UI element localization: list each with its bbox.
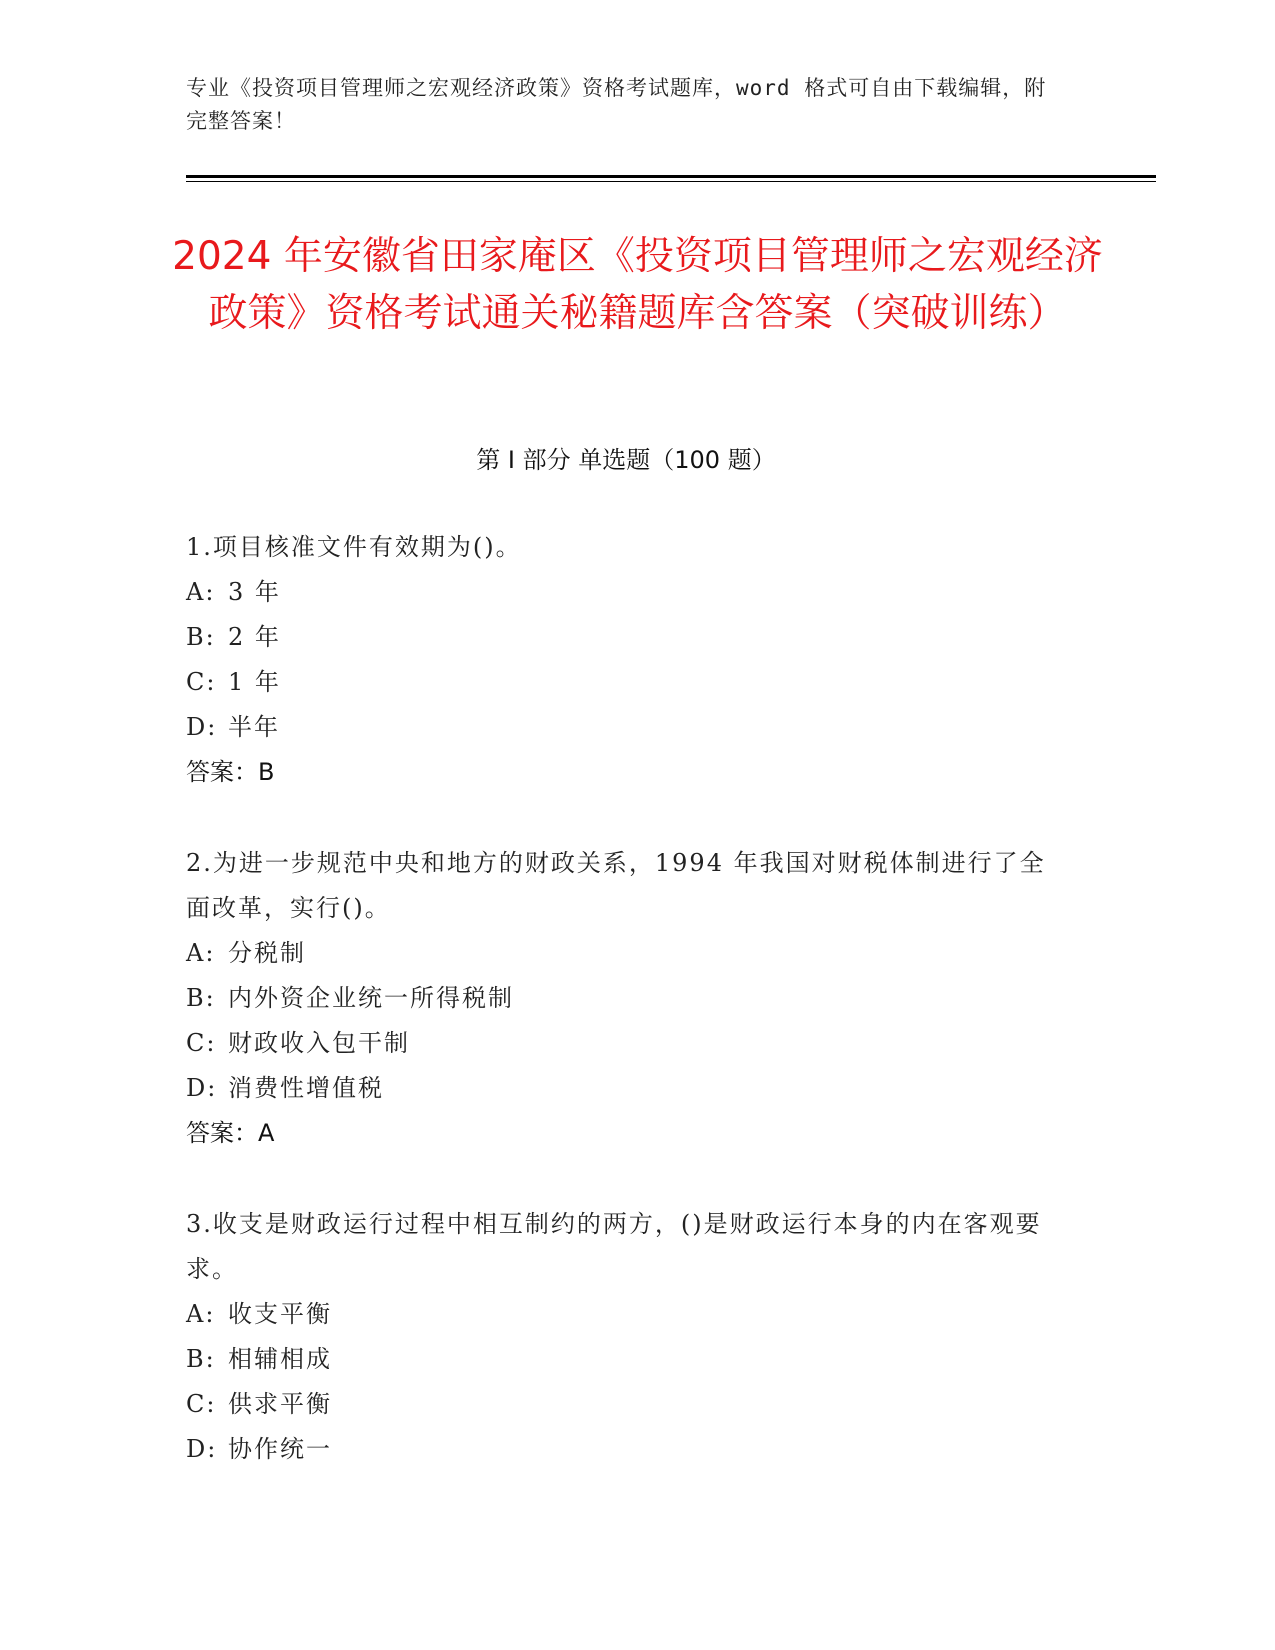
option-b — [186, 976, 1066, 1021]
document-title: 2024 年安徽省田家庵区《投资项目管理师之宏观经济政策》资格考试通关秘籍题库含答案（突破训练） — [172, 234, 1103, 336]
option-c — [186, 1021, 1066, 1066]
option-text: 财政收入包干制 — [228, 1029, 410, 1057]
option-text: 消费性增值税 — [228, 1074, 384, 1102]
option-text: 3 年 — [228, 578, 281, 606]
header-divider-thick — [186, 175, 1156, 178]
option-a — [186, 931, 1066, 976]
question-stem: 1.项目核准文件有效期为()。 — [186, 533, 522, 561]
option-text: 分税制 — [228, 939, 306, 967]
question-2 — [186, 841, 1066, 1156]
option-key: C: — [186, 1390, 217, 1418]
option-key: C: — [186, 1029, 217, 1057]
option-c — [186, 1382, 1066, 1427]
header-divider-thin — [186, 181, 1156, 182]
header-note: 专业《投资项目管理师之宏观经济政策》资格考试题库，word 格式可自由下载编辑，附完整答案！ — [186, 76, 1047, 133]
option-b — [186, 615, 1066, 660]
option-text: 供求平衡 — [228, 1390, 332, 1418]
option-a — [186, 570, 1066, 615]
option-text: 1 年 — [228, 668, 281, 696]
option-key: B: — [186, 984, 216, 1012]
option-d — [186, 1066, 1066, 1111]
option-d — [186, 705, 1066, 750]
section-title: 第 I 部分 单选题（100 题） — [476, 446, 776, 474]
option-key: D: — [186, 1435, 218, 1463]
option-key: A: — [186, 578, 216, 606]
question-3 — [186, 1202, 1066, 1472]
option-key: B: — [186, 1345, 216, 1373]
question-stem: 3.收支是财政运行过程中相互制约的两方，()是财政运行本身的内在客观要求。 — [186, 1210, 1042, 1283]
option-c — [186, 660, 1066, 705]
option-text: 半年 — [228, 713, 280, 741]
option-text: 相辅相成 — [228, 1345, 332, 1373]
option-text: 内外资企业统一所得税制 — [228, 984, 514, 1012]
option-key: D: — [186, 713, 218, 741]
option-key: A: — [186, 1300, 216, 1328]
option-key: B: — [186, 623, 216, 651]
answer-label: 答案：A — [186, 1119, 275, 1147]
option-b — [186, 1337, 1066, 1382]
option-key: C: — [186, 668, 217, 696]
option-key: D: — [186, 1074, 218, 1102]
question-list — [186, 525, 1066, 1518]
answer-label: 答案：B — [186, 758, 275, 786]
option-text: 2 年 — [228, 623, 281, 651]
option-key: A: — [186, 939, 216, 967]
option-text: 收支平衡 — [228, 1300, 332, 1328]
option-d — [186, 1427, 1066, 1472]
option-text: 协作统一 — [228, 1435, 332, 1463]
question-1 — [186, 525, 1066, 795]
question-stem: 2.为进一步规范中央和地方的财政关系，1994 年我国对财税体制进行了全面改革，实行()。 — [186, 849, 1046, 922]
option-a — [186, 1292, 1066, 1337]
